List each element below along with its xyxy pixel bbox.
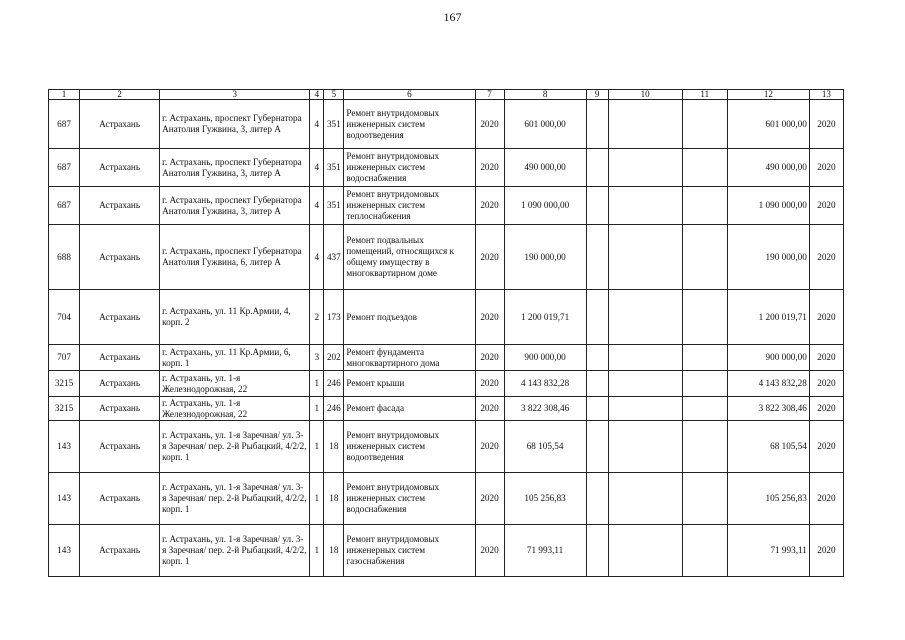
cell-col11 <box>682 100 727 149</box>
cell-year: 2020 <box>475 397 504 421</box>
cell-col8: 71 993,11 <box>504 525 586 577</box>
cell-year: 2020 <box>475 225 504 290</box>
cell-work-type: Ремонт внутридомовых инженерных систем водоснабжения <box>344 149 475 187</box>
cell-city: Астрахань <box>80 345 160 371</box>
column-header-13: 13 <box>809 90 843 100</box>
column-header-12: 12 <box>727 90 809 100</box>
cell-col9 <box>586 290 608 345</box>
table-row <box>49 371 844 397</box>
table-row <box>49 421 844 473</box>
cell-col13: 2020 <box>809 187 843 225</box>
cell-work-type: Ремонт внутридомовых инженерных систем водоотведения <box>344 100 475 149</box>
cell-col11 <box>682 421 727 473</box>
cell-col9 <box>586 525 608 577</box>
cell-id: 143 <box>49 473 80 525</box>
cell-col13: 2020 <box>809 421 843 473</box>
column-header-7: 7 <box>475 90 504 100</box>
table-row <box>49 525 844 577</box>
cell-col8: 601 000,00 <box>504 100 586 149</box>
cell-col8: 4 143 832,28 <box>504 371 586 397</box>
cell-address: г. Астрахань, ул. 1-я Заречная/ ул. 3-я Заречная/ пер. 2-й Рыбацкий, 4/2/2, корп. 1 <box>160 525 310 577</box>
cell-year: 2020 <box>475 290 504 345</box>
column-header-3: 3 <box>160 90 310 100</box>
cell-col4: 4 <box>310 100 324 149</box>
cell-address: г. Астрахань, ул. 1-я Заречная/ ул. 3-я Заречная/ пер. 2-й Рыбацкий, 4/2/2, корп. 1 <box>160 473 310 525</box>
cell-year: 2020 <box>475 371 504 397</box>
cell-city: Астрахань <box>80 290 160 345</box>
cell-col9 <box>586 100 608 149</box>
cell-city: Астрахань <box>80 525 160 577</box>
cell-col12: 1 090 000,00 <box>727 187 809 225</box>
table-row <box>49 345 844 371</box>
cell-col10 <box>608 187 682 225</box>
cell-col13: 2020 <box>809 100 843 149</box>
cell-col4: 3 <box>310 345 324 371</box>
cell-address: г. Астрахань, ул. 1-я Железнодорожная, 22 <box>160 397 310 421</box>
cell-col12: 3 822 308,46 <box>727 397 809 421</box>
cell-col9 <box>586 371 608 397</box>
cell-col8: 190 000,00 <box>504 225 586 290</box>
cell-col11 <box>682 149 727 187</box>
cell-work-type: Ремонт внутридомовых инженерных систем газоснабжения <box>344 525 475 577</box>
header-row <box>49 90 844 100</box>
cell-col10 <box>608 100 682 149</box>
cell-work-type: Ремонт фасада <box>344 397 475 421</box>
cell-col9 <box>586 345 608 371</box>
cell-col5: 18 <box>324 473 344 525</box>
cell-work-type: Ремонт фундамента многоквартирного дома <box>344 345 475 371</box>
cell-id: 143 <box>49 525 80 577</box>
column-header-2: 2 <box>80 90 160 100</box>
cell-work-type: Ремонт внутридомовых инженерных систем водоотведения <box>344 421 475 473</box>
cell-col5: 351 <box>324 100 344 149</box>
cell-col13: 2020 <box>809 345 843 371</box>
cell-col12: 4 143 832,28 <box>727 371 809 397</box>
cell-col9 <box>586 187 608 225</box>
cell-col11 <box>682 187 727 225</box>
cell-col11 <box>682 397 727 421</box>
cell-col8: 900 000,00 <box>504 345 586 371</box>
cell-city: Астрахань <box>80 149 160 187</box>
cell-year: 2020 <box>475 525 504 577</box>
cell-col5: 351 <box>324 187 344 225</box>
cell-col13: 2020 <box>809 371 843 397</box>
cell-col4: 4 <box>310 149 324 187</box>
table-body <box>49 100 844 577</box>
cell-id: 687 <box>49 187 80 225</box>
cell-col12: 105 256,83 <box>727 473 809 525</box>
cell-id: 3215 <box>49 397 80 421</box>
cell-id: 143 <box>49 421 80 473</box>
cell-address: г. Астрахань, проспект Губернатора Анатолия Гужвина, 6, литер А <box>160 225 310 290</box>
cell-city: Астрахань <box>80 473 160 525</box>
cell-col10 <box>608 225 682 290</box>
cell-col13: 2020 <box>809 290 843 345</box>
cell-work-type: Ремонт подъездов <box>344 290 475 345</box>
cell-col10 <box>608 345 682 371</box>
column-header-1: 1 <box>49 90 80 100</box>
cell-address: г. Астрахань, ул. 1-я Заречная/ ул. 3-я Заречная/ пер. 2-й Рыбацкий, 4/2/2, корп. 1 <box>160 421 310 473</box>
cell-year: 2020 <box>475 345 504 371</box>
cell-city: Астрахань <box>80 421 160 473</box>
cell-col4: 1 <box>310 397 324 421</box>
column-header-5: 5 <box>324 90 344 100</box>
cell-col4: 1 <box>310 473 324 525</box>
cell-col13: 2020 <box>809 525 843 577</box>
cell-col13: 2020 <box>809 473 843 525</box>
cell-col10 <box>608 473 682 525</box>
cell-id: 3215 <box>49 371 80 397</box>
cell-col4: 2 <box>310 290 324 345</box>
cell-id: 707 <box>49 345 80 371</box>
table-row <box>49 290 844 345</box>
column-header-11: 11 <box>682 90 727 100</box>
cell-col5: 437 <box>324 225 344 290</box>
cell-col8: 1 090 000,00 <box>504 187 586 225</box>
cell-col9 <box>586 421 608 473</box>
cell-id: 687 <box>49 100 80 149</box>
cell-address: г. Астрахань, проспект Губернатора Анатолия Гужвина, 3, литер А <box>160 187 310 225</box>
cell-col11 <box>682 345 727 371</box>
cell-id: 687 <box>49 149 80 187</box>
cell-col13: 2020 <box>809 149 843 187</box>
cell-col5: 246 <box>324 371 344 397</box>
cell-col9 <box>586 473 608 525</box>
table-row <box>49 473 844 525</box>
page-number: 167 <box>443 10 462 24</box>
column-header-9: 9 <box>586 90 608 100</box>
column-header-10: 10 <box>608 90 682 100</box>
cell-col4: 1 <box>310 525 324 577</box>
cell-col10 <box>608 371 682 397</box>
cell-city: Астрахань <box>80 225 160 290</box>
cell-work-type: Ремонт внутридомовых инженерных систем водоснабжения <box>344 473 475 525</box>
cell-col13: 2020 <box>809 397 843 421</box>
cell-col9 <box>586 225 608 290</box>
cell-col5: 351 <box>324 149 344 187</box>
cell-col11 <box>682 473 727 525</box>
cell-col4: 1 <box>310 371 324 397</box>
cell-col10 <box>608 525 682 577</box>
column-header-8: 8 <box>504 90 586 100</box>
cell-city: Астрахань <box>80 397 160 421</box>
cell-address: г. Астрахань, ул. 1-я Железнодорожная, 22 <box>160 371 310 397</box>
cell-year: 2020 <box>475 421 504 473</box>
cell-city: Астрахань <box>80 187 160 225</box>
repair-register-table <box>48 89 844 577</box>
cell-city: Астрахань <box>80 100 160 149</box>
cell-col12: 190 000,00 <box>727 225 809 290</box>
cell-address: г. Астрахань, ул. 11 Кр.Армии, 4, корп. 2 <box>160 290 310 345</box>
cell-col12: 900 000,00 <box>727 345 809 371</box>
cell-col8: 3 822 308,46 <box>504 397 586 421</box>
cell-col5: 18 <box>324 421 344 473</box>
cell-col12: 1 200 019,71 <box>727 290 809 345</box>
cell-work-type: Ремонт крыши <box>344 371 475 397</box>
cell-address: г. Астрахань, проспект Губернатора Анатолия Гужвина, 3, литер А <box>160 149 310 187</box>
cell-year: 2020 <box>475 149 504 187</box>
cell-col10 <box>608 149 682 187</box>
cell-col9 <box>586 397 608 421</box>
cell-col8: 68 105,54 <box>504 421 586 473</box>
cell-col8: 1 200 019,71 <box>504 290 586 345</box>
cell-work-type: Ремонт внутридомовых инженерных систем теплоснабжения <box>344 187 475 225</box>
cell-year: 2020 <box>475 187 504 225</box>
table-row <box>49 149 844 187</box>
cell-year: 2020 <box>475 473 504 525</box>
cell-address: г. Астрахань, ул. 11 Кр.Армии, 6, корп. 1 <box>160 345 310 371</box>
cell-col4: 4 <box>310 225 324 290</box>
cell-col5: 18 <box>324 525 344 577</box>
cell-col5: 246 <box>324 397 344 421</box>
cell-col11 <box>682 525 727 577</box>
cell-col4: 4 <box>310 187 324 225</box>
cell-col13: 2020 <box>809 225 843 290</box>
cell-col5: 202 <box>324 345 344 371</box>
cell-col12: 601 000,00 <box>727 100 809 149</box>
cell-year: 2020 <box>475 100 504 149</box>
table-row <box>49 397 844 421</box>
cell-col12: 68 105,54 <box>727 421 809 473</box>
cell-col9 <box>586 149 608 187</box>
table-row <box>49 225 844 290</box>
column-header-6: 6 <box>344 90 475 100</box>
cell-col12: 71 993,11 <box>727 525 809 577</box>
cell-address: г. Астрахань, проспект Губернатора Анатолия Гужвина, 3, литер А <box>160 100 310 149</box>
column-header-4: 4 <box>310 90 324 100</box>
cell-col10 <box>608 397 682 421</box>
cell-col11 <box>682 371 727 397</box>
cell-col10 <box>608 290 682 345</box>
cell-col4: 1 <box>310 421 324 473</box>
cell-id: 688 <box>49 225 80 290</box>
cell-col11 <box>682 225 727 290</box>
table-row <box>49 100 844 149</box>
cell-col8: 490 000,00 <box>504 149 586 187</box>
table-row <box>49 187 844 225</box>
cell-col10 <box>608 421 682 473</box>
cell-col11 <box>682 290 727 345</box>
cell-col5: 173 <box>324 290 344 345</box>
cell-col12: 490 000,00 <box>727 149 809 187</box>
cell-col8: 105 256,83 <box>504 473 586 525</box>
cell-work-type: Ремонт подвальных помещений, относящихся к общему имуществу в многоквартирном доме <box>344 225 475 290</box>
cell-city: Астрахань <box>80 371 160 397</box>
cell-id: 704 <box>49 290 80 345</box>
